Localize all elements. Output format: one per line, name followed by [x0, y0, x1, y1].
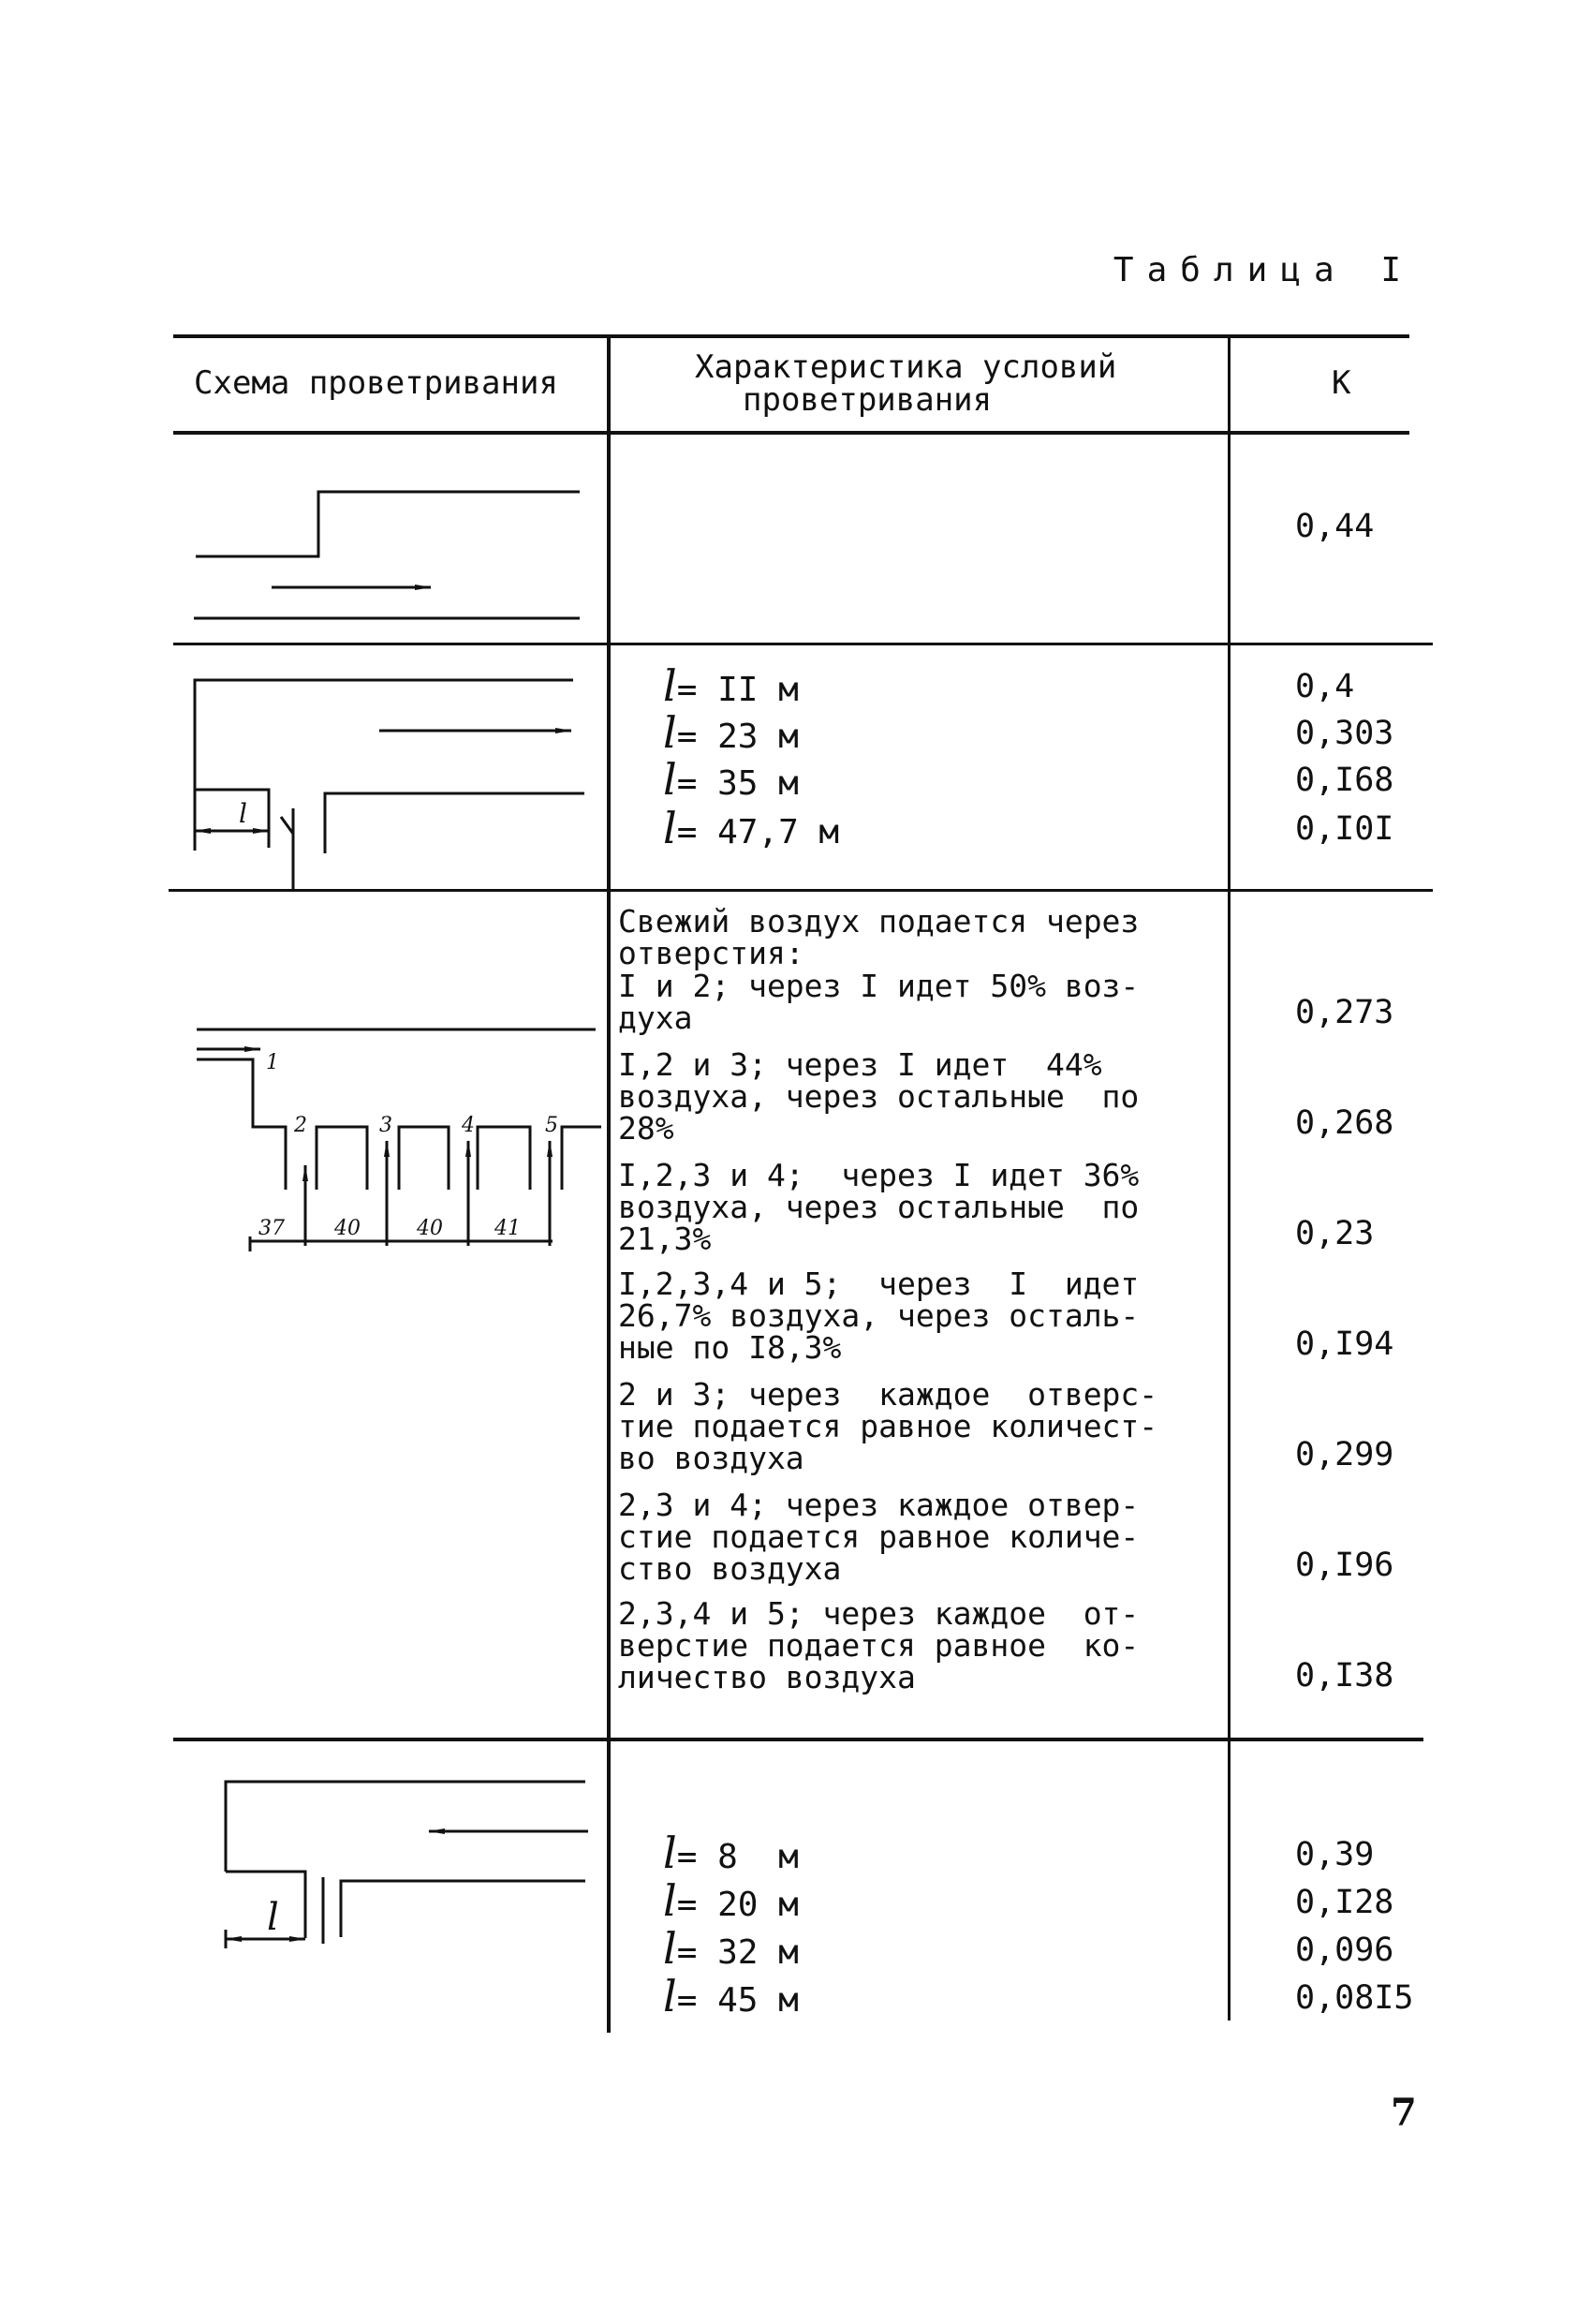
k-value: 0,303: [1295, 715, 1394, 752]
k-value: 0,268: [1295, 1104, 1394, 1142]
condition-row: l= 20 м: [663, 1875, 799, 1926]
page-number: 7: [1391, 2091, 1417, 2135]
scheme-3: [197, 1029, 601, 1251]
condition-row: l= 32 м: [663, 1923, 799, 1974]
k-value: 0,39: [1295, 1836, 1375, 1873]
condition-row: l= 45 м: [663, 1971, 799, 2021]
k-value: 0,I0I: [1295, 810, 1394, 848]
k-value: 0,I68: [1295, 762, 1394, 799]
opening-label: 3: [379, 1114, 392, 1137]
length-symbol: l: [663, 803, 677, 853]
length-symbol: l: [663, 707, 677, 758]
distance-label: 40: [334, 1217, 361, 1240]
distance-label: 41: [494, 1217, 521, 1240]
k-value: 0,44: [1295, 508, 1375, 545]
distance-label: 40: [417, 1217, 443, 1240]
opening-case: I и 2; через I идет 50% воз- духа: [618, 968, 1140, 1036]
condition-row: l= 35 м: [663, 754, 799, 805]
scheme-2: [195, 680, 584, 892]
header-characteristics-line2: проветривания: [743, 381, 993, 419]
scheme-1: [194, 492, 580, 618]
opening-label: 2: [294, 1114, 307, 1137]
k-value: 0,096: [1295, 1932, 1394, 1969]
condition-row: l= 23 м: [663, 707, 799, 758]
distance-label: 37: [258, 1217, 285, 1240]
ventilation-intro: Свежий воздух подается через отверстия:: [618, 903, 1140, 971]
k-value: 0,23: [1295, 1215, 1375, 1252]
length-symbol: l: [663, 1828, 677, 1878]
header-k: К: [1332, 364, 1351, 402]
scheme-4-length-label: l: [267, 1896, 279, 1939]
opening-case: 2,3,4 и 5; через каждое от- верстие подается равное ко- личество воздуха: [618, 1595, 1140, 1695]
header-characteristics-line1: Характеристика условий: [695, 348, 1117, 386]
header-scheme: Схема проветривания: [194, 364, 558, 402]
opening-case: I,2 и 3; через I идет 44% воздуха, через остальные по 28%: [618, 1046, 1140, 1147]
condition-row: l= 8 м: [663, 1828, 799, 1878]
length-symbol: l: [663, 660, 677, 711]
k-value: 0,I94: [1295, 1325, 1394, 1363]
opening-case: 2 и 3; через каждое отверс- тие подается равное количест- во воздуха: [618, 1376, 1158, 1476]
opening-case: I,2,3,4 и 5; через I идет 26,7% воздуха, через осталь- ные по I8,3%: [618, 1266, 1140, 1366]
opening-label: 5: [545, 1114, 558, 1137]
k-value: 0,I96: [1295, 1547, 1394, 1584]
length-symbol: l: [663, 1875, 677, 1926]
length-symbol: l: [663, 1923, 677, 1974]
length-symbol: l: [663, 754, 677, 805]
k-value: 0,299: [1295, 1436, 1394, 1473]
table-caption: Таблица I: [1113, 251, 1414, 289]
scheme-2-length-label: l: [239, 798, 247, 829]
condition-row: l= 47,7 м: [663, 803, 840, 853]
k-value: 0,08I5: [1295, 1979, 1414, 2017]
opening-case: I,2,3 и 4; через I идет 36% воздуха, через остальные по 21,3%: [618, 1157, 1140, 1257]
k-value: 0,I38: [1295, 1657, 1394, 1695]
opening-label: 4: [462, 1114, 475, 1137]
k-value: 0,I28: [1295, 1884, 1394, 1921]
opening-case: 2,3 и 4; через каждое отвер- стие подается равное количе- ство воздуха: [618, 1487, 1140, 1587]
length-symbol: l: [663, 1971, 677, 2021]
k-value: 0,273: [1295, 994, 1394, 1031]
k-value: 0,4: [1295, 668, 1355, 705]
scheme-4: [226, 1782, 588, 1948]
condition-row: l= II м: [663, 660, 799, 711]
opening-label: 1: [266, 1051, 279, 1074]
